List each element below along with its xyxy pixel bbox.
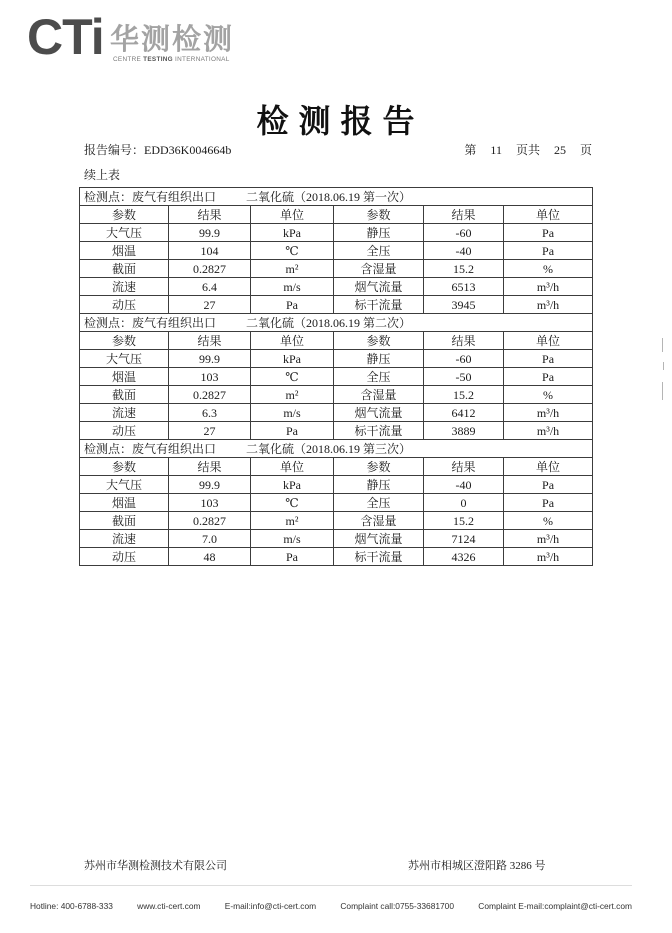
column-header: 参数 <box>334 206 424 224</box>
unit-cell: % <box>504 512 593 530</box>
pollutant-and-date: 二氧化硫（2018.06.19 第一次） <box>246 189 412 204</box>
column-header-row <box>80 332 593 350</box>
unit-cell: m/s <box>251 530 334 548</box>
footer-hotline: Hotline: 400-6788-333 <box>30 901 113 911</box>
footer-contact-line <box>30 901 632 912</box>
result-cell: 103 <box>169 494 251 512</box>
table-row <box>80 296 593 314</box>
footer-website[interactable]: www.cti-cert.com <box>137 901 201 911</box>
table-row <box>80 350 593 368</box>
unit-cell: kPa <box>251 350 334 368</box>
monitoring-point: 检测点：废气有组织出口 <box>84 189 217 204</box>
param-name-cell: 大气压 <box>80 224 169 242</box>
pollutant-and-date: 二氧化硫（2018.06.19 第三次） <box>246 441 412 456</box>
result-cell: 6513 <box>424 278 504 296</box>
param-name-cell: 截面 <box>80 260 169 278</box>
table-row <box>80 422 593 440</box>
page-mid: 页共 <box>515 143 540 157</box>
result-cell: 27 <box>169 422 251 440</box>
unit-cell: Pa <box>504 242 593 260</box>
result-cell: -60 <box>424 224 504 242</box>
result-cell: 0 <box>424 494 504 512</box>
param-name-cell: 大气压 <box>80 476 169 494</box>
results-table-body <box>80 188 593 566</box>
section-header-cell <box>80 188 593 206</box>
unit-cell: Pa <box>504 476 593 494</box>
report-number <box>84 142 231 158</box>
table-row <box>80 548 593 566</box>
section-header-row <box>80 440 593 458</box>
footer-address: 苏州市相城区澄阳路 3286 号 <box>408 860 546 872</box>
column-header-row <box>80 206 593 224</box>
unit-cell: % <box>504 386 593 404</box>
result-cell: 4326 <box>424 548 504 566</box>
result-cell: 0.2827 <box>169 260 251 278</box>
scan-artifact <box>663 362 664 370</box>
column-header: 单位 <box>251 332 334 350</box>
company-logo-chinese: 华测检测 <box>110 22 235 56</box>
result-cell: 3889 <box>424 422 504 440</box>
unit-cell: Pa <box>251 548 334 566</box>
section-header-cell <box>80 314 593 332</box>
logo-en-bold: TESTING <box>143 56 173 63</box>
unit-cell: m³/h <box>504 530 593 548</box>
column-header: 结果 <box>169 206 251 224</box>
footer-complaint-email[interactable]: Complaint E-mail:complaint@cti-cert.com <box>478 901 632 911</box>
column-header: 结果 <box>424 206 504 224</box>
unit-cell: ℃ <box>251 368 334 386</box>
param-name-cell: 静压 <box>334 476 424 494</box>
result-cell: 15.2 <box>424 512 504 530</box>
monitoring-point: 检测点：废气有组织出口 <box>84 315 217 330</box>
table-row <box>80 476 593 494</box>
unit-cell: Pa <box>504 494 593 512</box>
result-cell: 6.3 <box>169 404 251 422</box>
column-header: 结果 <box>169 458 251 476</box>
page-current: 11 <box>490 143 502 157</box>
param-name-cell: 含湿量 <box>334 512 424 530</box>
unit-cell: kPa <box>251 476 334 494</box>
column-header: 单位 <box>251 206 334 224</box>
column-header: 参数 <box>80 206 169 224</box>
result-cell: 6.4 <box>169 278 251 296</box>
report-number-label: 报告编号： <box>84 143 145 157</box>
result-cell: 6412 <box>424 404 504 422</box>
footer-complaint-call: Complaint call:0755-33681700 <box>340 901 454 911</box>
param-name-cell: 截面 <box>80 512 169 530</box>
table-row <box>80 260 593 278</box>
param-name-cell: 标干流量 <box>334 422 424 440</box>
results-table <box>79 187 593 566</box>
param-name-cell: 标干流量 <box>334 548 424 566</box>
footer-divider <box>30 885 632 886</box>
unit-cell: ℃ <box>251 494 334 512</box>
param-name-cell: 动压 <box>80 296 169 314</box>
table-row <box>80 386 593 404</box>
column-header: 结果 <box>424 332 504 350</box>
unit-cell: m³/h <box>504 422 593 440</box>
param-name-cell: 全压 <box>334 368 424 386</box>
column-header: 单位 <box>251 458 334 476</box>
unit-cell: kPa <box>251 224 334 242</box>
result-cell: 99.9 <box>169 476 251 494</box>
unit-cell: Pa <box>504 350 593 368</box>
logo-en-pre: CENTRE <box>113 56 144 63</box>
scan-artifact <box>662 382 663 400</box>
unit-cell: % <box>504 260 593 278</box>
pollutant-and-date: 二氧化硫（2018.06.19 第二次） <box>246 315 412 330</box>
result-cell: 0.2827 <box>169 512 251 530</box>
result-cell: -60 <box>424 350 504 368</box>
column-header: 参数 <box>80 458 169 476</box>
table-row <box>80 242 593 260</box>
footer-email[interactable]: E-mail:info@cti-cert.com <box>224 901 317 911</box>
unit-cell: m² <box>251 260 334 278</box>
result-cell: 15.2 <box>424 386 504 404</box>
table-row <box>80 530 593 548</box>
unit-cell: Pa <box>504 368 593 386</box>
page-prefix: 第 <box>464 143 477 157</box>
unit-cell: m³/h <box>504 278 593 296</box>
report-number-value: EDD36K004664b <box>144 143 232 157</box>
unit-cell: Pa <box>251 422 334 440</box>
column-header: 结果 <box>169 332 251 350</box>
result-cell: 15.2 <box>424 260 504 278</box>
column-header: 单位 <box>504 332 593 350</box>
result-cell: 7.0 <box>169 530 251 548</box>
param-name-cell: 全压 <box>334 242 424 260</box>
footer-company: 苏州市华测检测技术有限公司 <box>84 860 227 872</box>
company-logo-mark: CTi <box>27 9 104 65</box>
unit-cell: m³/h <box>504 296 593 314</box>
param-name-cell: 烟气流量 <box>334 278 424 296</box>
result-cell: -40 <box>424 242 504 260</box>
result-cell: 103 <box>169 368 251 386</box>
param-name-cell: 流速 <box>80 278 169 296</box>
param-name-cell: 截面 <box>80 386 169 404</box>
table-row <box>80 278 593 296</box>
param-name-cell: 流速 <box>80 530 169 548</box>
param-name-cell: 动压 <box>80 422 169 440</box>
page-total: 25 <box>553 143 566 157</box>
result-cell: -40 <box>424 476 504 494</box>
scan-artifact <box>662 338 663 352</box>
param-name-cell: 标干流量 <box>334 296 424 314</box>
result-cell: 48 <box>169 548 251 566</box>
param-name-cell: 全压 <box>334 494 424 512</box>
table-row <box>80 512 593 530</box>
unit-cell: m/s <box>251 404 334 422</box>
unit-cell: Pa <box>504 224 593 242</box>
param-name-cell: 烟温 <box>80 494 169 512</box>
section-header-row <box>80 188 593 206</box>
result-cell: 99.9 <box>169 224 251 242</box>
logo-en-post: INTERNATIONAL <box>172 56 230 63</box>
result-cell: 0.2827 <box>169 386 251 404</box>
result-cell: 99.9 <box>169 350 251 368</box>
section-header-cell <box>80 440 593 458</box>
unit-cell: m³/h <box>504 548 593 566</box>
page-suffix: 页 <box>579 143 592 157</box>
param-name-cell: 烟温 <box>80 242 169 260</box>
result-cell: -50 <box>424 368 504 386</box>
table-row <box>80 224 593 242</box>
unit-cell: m³/h <box>504 404 593 422</box>
result-cell: 3945 <box>424 296 504 314</box>
unit-cell: Pa <box>251 296 334 314</box>
column-header: 单位 <box>504 206 593 224</box>
param-name-cell: 烟温 <box>80 368 169 386</box>
column-header: 单位 <box>504 458 593 476</box>
param-name-cell: 含湿量 <box>334 386 424 404</box>
document-title: 检 测 报 告 <box>256 103 416 139</box>
unit-cell: m² <box>251 512 334 530</box>
param-name-cell: 流速 <box>80 404 169 422</box>
unit-cell: m/s <box>251 278 334 296</box>
column-header: 结果 <box>424 458 504 476</box>
monitoring-point: 检测点：废气有组织出口 <box>84 441 217 456</box>
company-logo-english <box>113 56 230 64</box>
column-header: 参数 <box>334 332 424 350</box>
section-header-row <box>80 314 593 332</box>
continued-label: 续上表 <box>84 168 121 182</box>
result-cell: 7124 <box>424 530 504 548</box>
table-row <box>80 494 593 512</box>
column-header: 参数 <box>80 332 169 350</box>
table-row <box>80 404 593 422</box>
table-row <box>80 368 593 386</box>
result-cell: 104 <box>169 242 251 260</box>
param-name-cell: 动压 <box>80 548 169 566</box>
column-header: 参数 <box>334 458 424 476</box>
param-name-cell: 静压 <box>334 224 424 242</box>
param-name-cell: 静压 <box>334 350 424 368</box>
param-name-cell: 烟气流量 <box>334 530 424 548</box>
param-name-cell: 大气压 <box>80 350 169 368</box>
column-header-row <box>80 458 593 476</box>
param-name-cell: 烟气流量 <box>334 404 424 422</box>
page-indicator <box>464 142 592 158</box>
unit-cell: ℃ <box>251 242 334 260</box>
param-name-cell: 含湿量 <box>334 260 424 278</box>
unit-cell: m² <box>251 386 334 404</box>
result-cell: 27 <box>169 296 251 314</box>
